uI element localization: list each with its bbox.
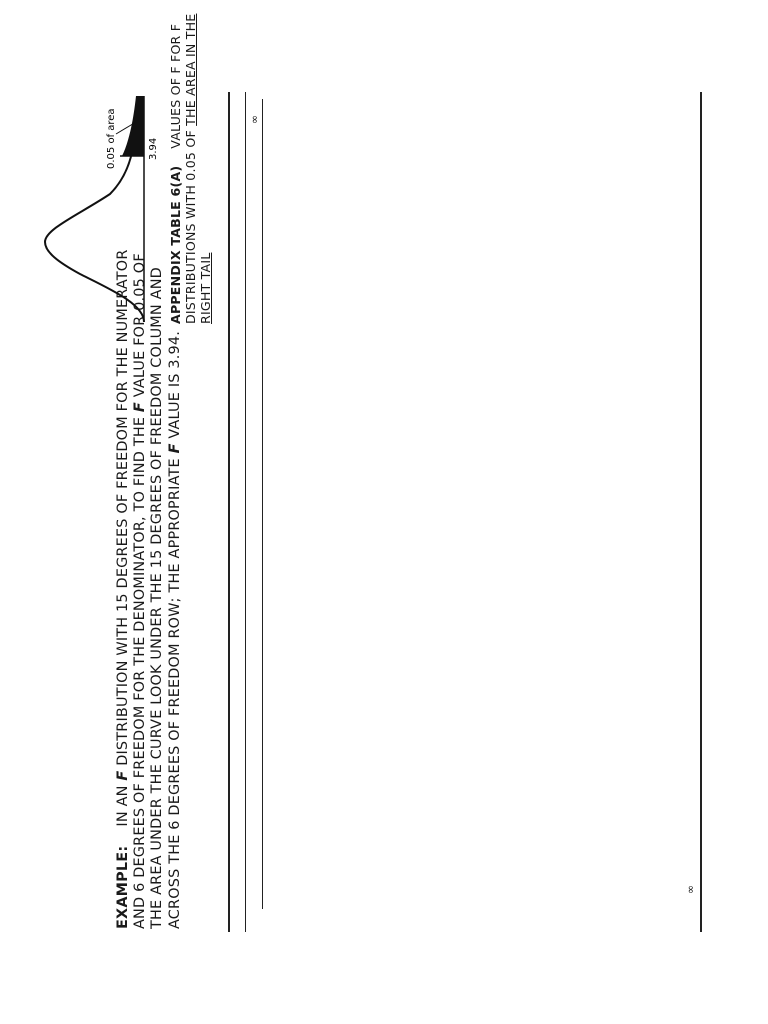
infinity-symbol-top: ∞ (248, 114, 261, 124)
example-f-italic-2: F (132, 402, 149, 413)
example-text-1: IN AN (115, 785, 131, 827)
shaded-right-tail (122, 96, 144, 156)
example-paragraph (115, 229, 184, 929)
table-rule-second (245, 92, 246, 932)
distribution-curve (45, 96, 144, 322)
example-text-4: VALUE IS 3.94. (166, 330, 183, 439)
example-label: EXAMPLE: (115, 845, 131, 929)
table-rule-third (262, 99, 263, 909)
example-f-italic-1: F (115, 770, 131, 781)
infinity-symbol-bottom: ∞ (684, 884, 697, 894)
value-label: 3.94 (148, 137, 159, 160)
caption-text-2: THE AREA IN THE RIGHT TAIL (183, 13, 214, 324)
area-label: 0.05 of area (106, 108, 117, 169)
caption-title: APPENDIX TABLE 6(A) (168, 165, 183, 324)
table-caption (168, 4, 214, 324)
caption-text-1: VALUES OF F FOR F DISTRIBUTIONS WITH 0.05 OF (168, 23, 199, 324)
example-text-3: VALUE FOR 0.05 OF THE AREA UNDER THE CURVE LOOK UNDER THE 15 DEGREES OF FREEDOM COLUMN AND ACROSS THE 6 DEGREES OF FREEDOM ROW; THE APPROPRIATE (132, 253, 183, 929)
example-text-2: DISTRIBUTION WITH 15 DEGREES OF FREEDOM FOR THE NUMERATOR AND 6 DEGREES OF FREEDOM FOR THE DENOMINATOR, TO FIND THE (115, 249, 149, 929)
table-rule-top (228, 92, 230, 932)
example-f-italic-3: F (166, 443, 183, 454)
f-distribution-curve-figure (40, 94, 159, 324)
table-rule-right (700, 92, 702, 932)
